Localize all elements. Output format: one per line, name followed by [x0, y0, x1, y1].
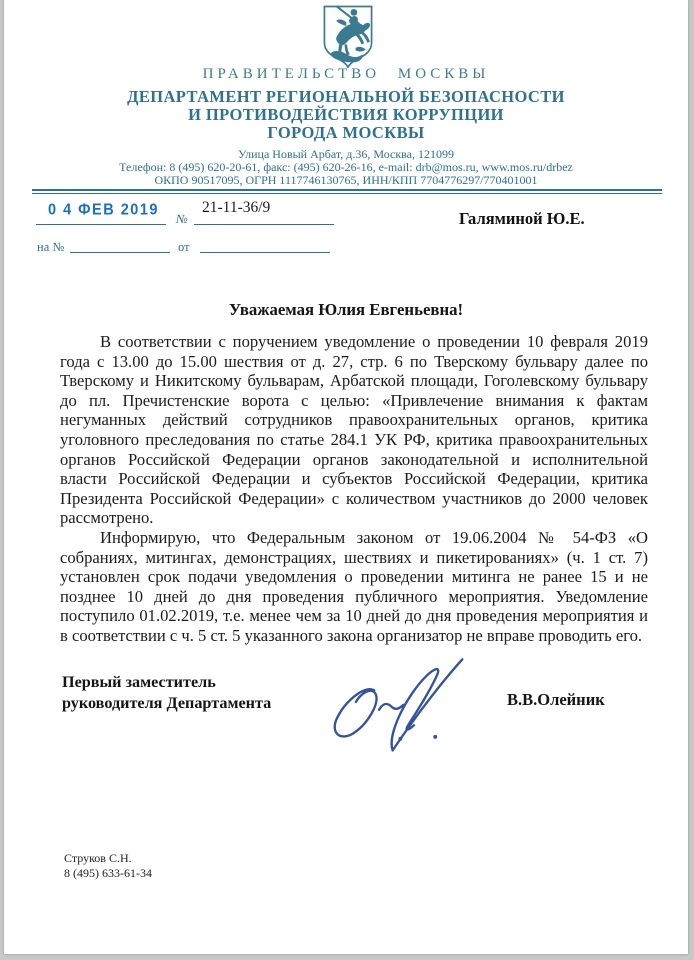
org-address: Улица Новый Арбат, д.36, Москва, 121099: [237, 147, 454, 161]
executor-block: [64, 851, 152, 881]
on-number-label: на №: [37, 240, 65, 254]
paragraph-2: Информирую, что Федеральным законом от 19.06.2004 № 54-ФЗ «О собраниях, митингах, демонстрациях, шествиях и пикетированиях» (ч. 1 ст. 7) установлен срок подачи уведомления о проведении митинга не ранее 15 и не позднее 10 дней до дня проведения публичного мероприятия. Уведомление поступило 01.02.2019, т.е. менее чем за 10 дней до дня проведения мероприятия и в соответствии с ч. 5 ст. 5 указанного закона организатор не вправе проводить его.: [60, 527, 648, 645]
signer-title-line2: руководителя Департамента: [62, 694, 272, 712]
department-name-line2: И ПРОТИВОДЕЙСТВИЯ КОРРУПЦИИ: [188, 105, 504, 124]
on-number-underline: [70, 252, 170, 253]
number-underline: [194, 224, 334, 225]
header-divider: [32, 189, 662, 194]
date-underline: [36, 224, 166, 225]
incoming-date-stamp: 0 4 ФЕВ 2019: [48, 201, 159, 219]
document-number: 21-11-36/9: [202, 199, 271, 216]
department-name-line3: ГОРОДА МОСКВЫ: [267, 123, 425, 142]
from-underline: [200, 252, 330, 253]
number-label: №: [176, 212, 188, 226]
salutation: Уважаемая Юлия Евгеньевна!: [228, 300, 464, 319]
document-page: [4, 0, 688, 954]
signer-title-line1: Первый заместитель: [62, 673, 216, 691]
signer-title: [62, 672, 271, 714]
executor-phone: 8 (495) 633-61-34: [64, 866, 152, 880]
department-name-line1: ДЕПАРТАМЕНТ РЕГИОНАЛЬНОЙ БЕЗОПАСНОСТИ: [127, 87, 565, 106]
org-contacts: Телефон: 8 (495) 620-20-61, факс: (495) 620-26-16, e-mail: drb@mos.ru, www.mos.ru/drbez: [119, 160, 573, 174]
handwritten-signature-icon: [319, 645, 474, 757]
addressee-name: Галяминой Ю.Е.: [459, 209, 585, 228]
moscow-coat-of-arms-icon: [317, 4, 379, 68]
org-registry-codes: ОКПО 90517095, ОГРН 1117746130765, ИНН/КПП 7704776297/770401001: [154, 173, 538, 187]
signer-name: В.В.Олейник: [507, 690, 605, 709]
from-label: от: [178, 240, 190, 254]
letter-body: [60, 332, 648, 646]
paragraph-1: В соответствии с поручением уведомление о проведении 10 февраля 2019 года с 13.00 до 15.00 шествия от д. 27, стр. 6 по Тверскому бульвару далее по Тверскому и Никитскому бульварам, Арбатской площади, Гоголевскому бульвару до пл. Пречистенские ворота с целью: «Привлечение внимания к фактам негуманных действий сотрудников правоохранительных органов, критика уголовного преследования по статье 284.1 УК РФ, критика правоохранительных органов Российской Федерации органов законодательной и исполнительной власти Российской Федерации и субъектов Российской Федерации, критика Президента Российской Федерации» с количеством участников до 2000 человек рассмотрено.: [60, 332, 648, 528]
executor-name: Струков С.Н.: [64, 851, 132, 865]
government-title: ПРАВИТЕЛЬСТВО МОСКВЫ: [202, 66, 490, 82]
